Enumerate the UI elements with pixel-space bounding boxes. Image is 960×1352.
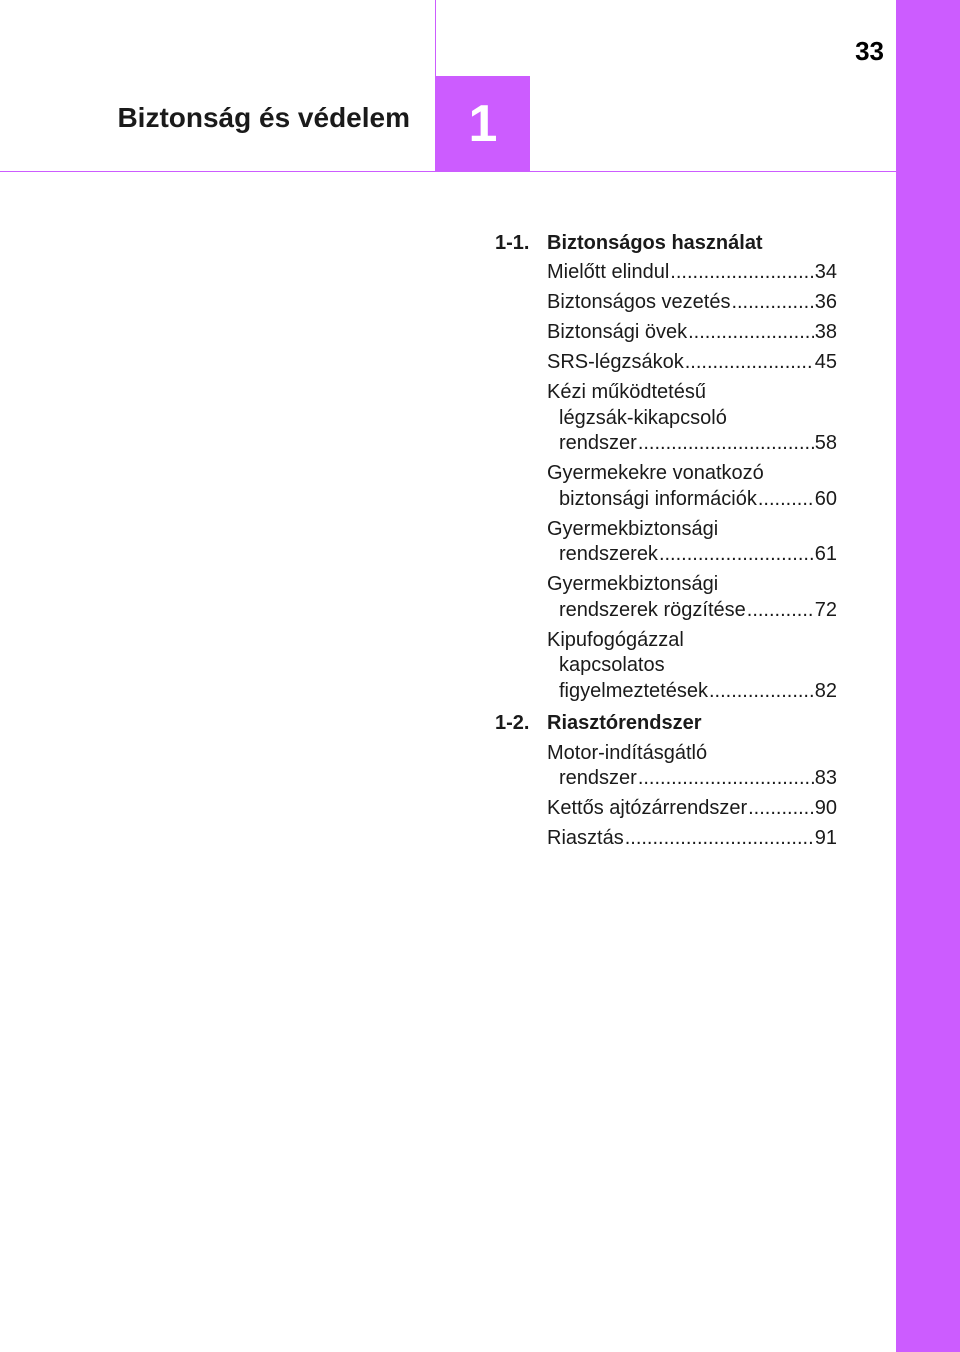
dot-leader xyxy=(731,290,813,316)
chapter-number: 1 xyxy=(468,94,498,153)
toc-entry-text: Riasztás xyxy=(547,827,624,850)
toc-entry[interactable] xyxy=(547,348,837,378)
toc-entry-last-line xyxy=(547,796,837,822)
dot-leader xyxy=(659,542,814,568)
toc-entry[interactable] xyxy=(547,514,837,569)
dot-leader xyxy=(625,826,814,852)
toc-section-heading[interactable] xyxy=(495,228,840,258)
chapter-thumb-tab xyxy=(896,0,960,1352)
toc-entry-last-line xyxy=(547,826,837,852)
toc-entry-text: biztonsági információk xyxy=(559,487,757,510)
toc-entry-last-line xyxy=(547,766,837,792)
toc-entry-text: rendszerek xyxy=(559,543,658,566)
dot-leader xyxy=(638,431,814,457)
toc-entry-line: légzsák-kikapcsoló xyxy=(559,406,727,429)
toc-entry[interactable] xyxy=(547,378,837,459)
toc-entry-line: Gyermekbiztonsági xyxy=(547,517,719,540)
toc-entry-line: kapcsolatos xyxy=(559,654,665,677)
toc-entry[interactable] xyxy=(547,738,837,793)
toc-entry[interactable] xyxy=(547,625,837,706)
toc-entry-page: 38 xyxy=(814,321,837,344)
toc-entry-page: 83 xyxy=(814,767,837,790)
toc-entry[interactable] xyxy=(547,459,837,514)
toc-entry-last-line xyxy=(547,542,837,568)
section-title: Biztonság és védelem xyxy=(117,102,410,133)
toc-entry-line: Gyermekbiztonsági xyxy=(547,573,719,596)
toc-entry[interactable] xyxy=(547,258,837,288)
toc-entry-text: SRS-légzsákok xyxy=(547,351,684,374)
dot-leader xyxy=(685,350,814,376)
toc-entry-text: rendszer xyxy=(559,767,637,790)
toc-entry-page: 72 xyxy=(814,598,837,621)
toc-entry[interactable] xyxy=(547,824,837,854)
dot-leader xyxy=(670,260,813,286)
table-of-contents xyxy=(495,226,840,854)
toc-entry-line: Gyermekekre vonatkozó xyxy=(547,462,764,485)
toc-section-title: Biztonságos használat xyxy=(547,232,763,254)
toc-entry[interactable] xyxy=(547,288,837,318)
toc-entry-last-line xyxy=(547,431,837,457)
toc-entry[interactable] xyxy=(547,318,837,348)
toc-entry-line: Kézi működtetésű xyxy=(547,381,706,404)
toc-entry-page: 90 xyxy=(814,797,837,820)
toc-entry-text: Biztonsági övek xyxy=(547,321,688,344)
toc-section-number: 1-2. xyxy=(495,712,530,735)
toc-entry[interactable] xyxy=(547,794,837,824)
toc-entry-page: 58 xyxy=(814,432,837,455)
dot-leader xyxy=(748,796,814,822)
toc-entry-last-line xyxy=(547,260,837,286)
toc-entry-text: Kettős ajtózárrendszer xyxy=(547,797,748,820)
toc-entry-last-line xyxy=(547,487,837,513)
toc-entry-text: rendszerek rögzítése xyxy=(559,598,746,621)
toc-entry-page: 34 xyxy=(814,261,837,284)
toc-entry-page: 61 xyxy=(814,543,837,566)
toc-entry-last-line xyxy=(547,598,837,624)
chapter-number-box xyxy=(436,76,530,171)
toc-entry-last-line xyxy=(547,679,837,705)
toc-section-heading[interactable] xyxy=(495,708,840,738)
toc-entry-line: Kipufogógázzal xyxy=(547,628,684,651)
toc-entry-last-line xyxy=(547,320,837,346)
toc-entry-page: 36 xyxy=(814,291,837,314)
toc-entry-text: figyelmeztetések xyxy=(559,679,708,702)
toc-entry-page: 60 xyxy=(814,487,837,510)
toc-entry-line: Motor-indításgátló xyxy=(547,741,708,764)
dot-leader xyxy=(747,598,814,624)
toc-entry[interactable] xyxy=(547,570,837,625)
dot-leader xyxy=(688,320,814,346)
toc-section-number: 1-1. xyxy=(495,232,530,254)
toc-entry-text: rendszer xyxy=(559,432,637,455)
toc-entry-text: Biztonságos vezetés xyxy=(547,291,731,314)
header-divider-horizontal xyxy=(0,171,896,172)
dot-leader xyxy=(638,766,814,792)
toc-entry-text: Mielőtt elindul xyxy=(547,261,670,284)
page-number: 33 xyxy=(855,36,884,66)
toc-section-title: Riasztórendszer xyxy=(547,712,702,735)
toc-entry-page: 45 xyxy=(814,351,837,374)
dot-leader xyxy=(709,679,814,705)
toc-entry-page: 91 xyxy=(814,827,837,850)
toc-entry-last-line xyxy=(547,290,837,316)
dot-leader xyxy=(758,487,814,513)
toc-entry-last-line xyxy=(547,350,837,376)
toc-entry-page: 82 xyxy=(814,679,837,702)
